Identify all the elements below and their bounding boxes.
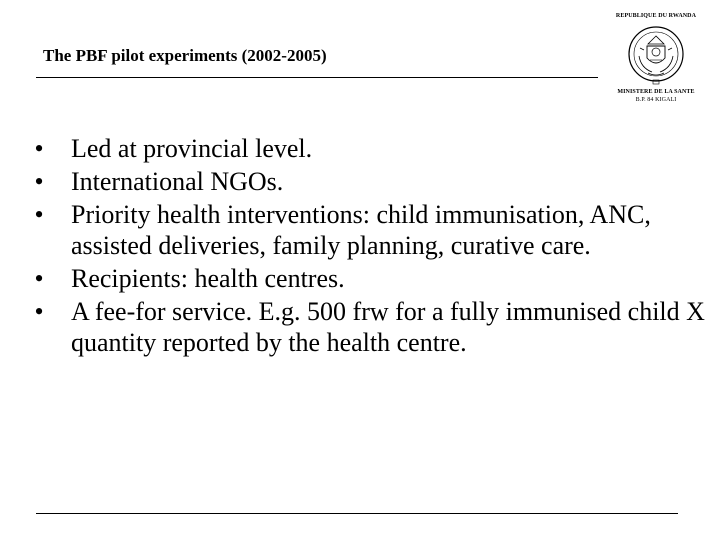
bullet-list: [28, 133, 708, 360]
bullet-text: International NGOs.: [71, 167, 284, 196]
bullet-text: A fee-for service. E.g. 500 frw for a fully immunised child X quantity reported by the health centre.: [71, 297, 705, 357]
footer-divider: [36, 513, 678, 514]
bullet-text: Led at provincial level.: [71, 134, 313, 163]
bullet-item: [28, 199, 708, 261]
bullet-item: [28, 133, 708, 164]
bullet-marker: •: [34, 167, 44, 196]
emblem-ministry-text: MINISTERE DE LA SANTE: [617, 89, 695, 95]
bullet-marker: •: [34, 264, 44, 293]
bullet-marker: •: [34, 297, 44, 326]
emblem-country-text: REPUBLIQUE DU RWANDA: [615, 13, 697, 19]
bullet-item: [28, 296, 708, 358]
bullet-item: [28, 263, 708, 294]
bullet-marker: •: [34, 200, 44, 229]
header-divider: [36, 77, 598, 78]
emblem-block: [600, 8, 712, 113]
bullet-item: [28, 166, 708, 197]
bullet-text: Priority health interventions: child immunisation, ANC, assisted deliveries, family planning, curative care.: [71, 200, 651, 260]
emblem-address-text: B.P. 84 KIGALI: [635, 97, 677, 103]
bullet-text: Recipients: health centres.: [71, 264, 345, 293]
rwanda-seal-icon: [626, 24, 686, 86]
bullet-marker: •: [34, 134, 44, 163]
slide-title: The PBF pilot experiments (2002-2005): [43, 46, 327, 65]
